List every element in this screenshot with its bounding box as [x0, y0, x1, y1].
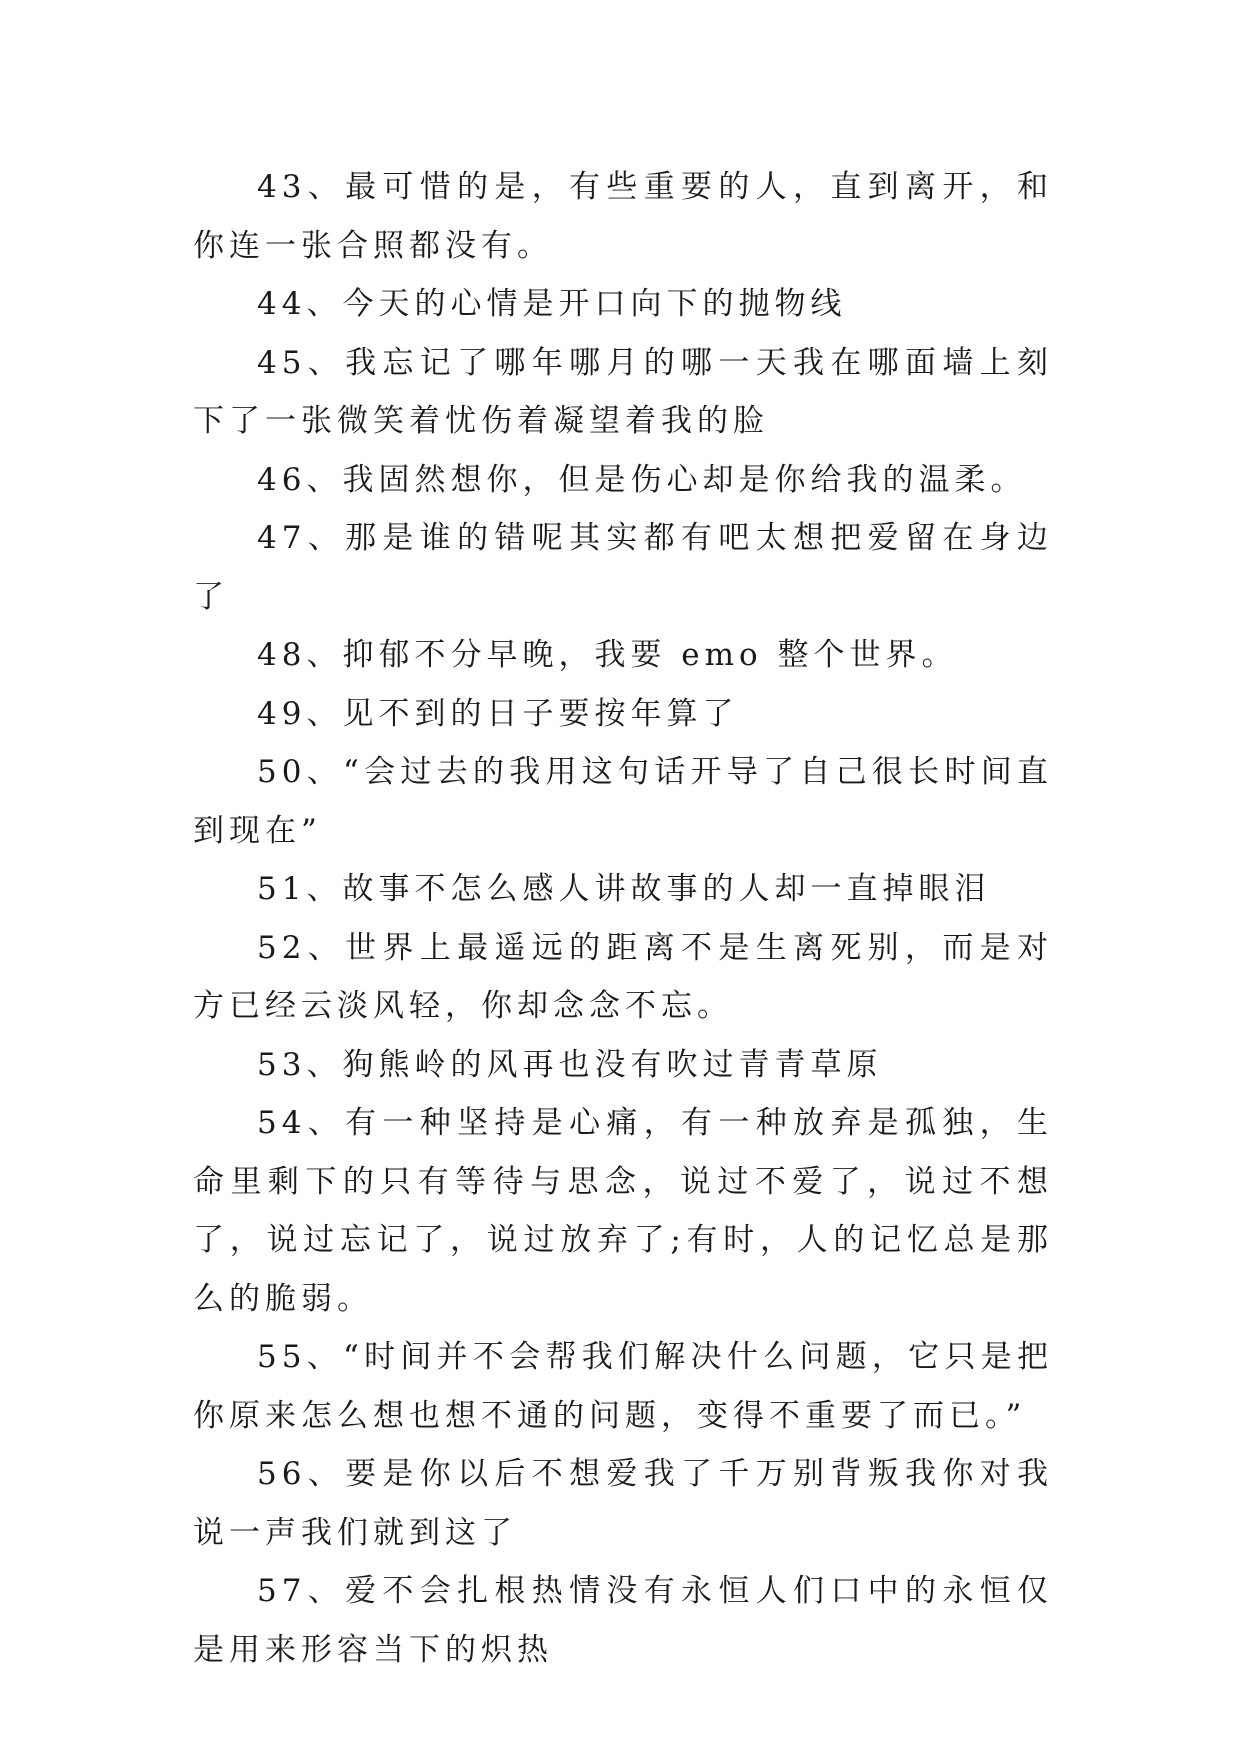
paragraph-48: 48、抑郁不分早晚，我要 emo 整个世界。 [257, 637, 958, 673]
paragraph-57: 57、爱不会扎根热情没有永恒人们口中的永恒仅是用来形容当下的炽热 [193, 1573, 1053, 1668]
paragraph-49: 49、见不到的日子要按年算了 [257, 695, 739, 732]
paragraph-44: 44、今天的心情是开口向下的抛物线 [257, 286, 847, 322]
paragraph-45: 45、我忘记了哪年哪月的哪一天我在哪面墙上刻下了一张微笑着忧伤着凝望着我的脸 [193, 344, 1053, 439]
paragraph-46: 46、我固然想你，但是伤心却是你给我的温柔。 [257, 461, 1027, 498]
paragraph-55: 55、“时间并不会帮我们解决什么问题，它只是把你原来怎么想也想不通的问题，变得不重要了而已。” [193, 1339, 1053, 1434]
paragraph-43: 43、最可惜的是，有些重要的人，直到离开，和你连一张合照都没有。 [193, 169, 1053, 264]
paragraph-54: 54、有一种坚持是心痛，有一种放弃是孤独，生命里剩下的只有等待与思念，说过不爱了，说过不想了，说过忘记了，说过放弃了;有时，人的记忆总是那么的脆弱。 [193, 1105, 1053, 1317]
paragraph-56: 56、要是你以后不想爱我了千万别背叛我你对我说一声我们就到这了 [193, 1456, 1053, 1551]
paragraph-52: 52、世界上最遥远的距离不是生离死别，而是对方已经云淡风轻，你却念念不忘。 [193, 929, 1053, 1024]
paragraph-47: 47、那是谁的错呢其实都有吧太想把爱留在身边了 [193, 520, 1053, 615]
document-body [193, 158, 1053, 1679]
paragraph-51: 51、故事不怎么感人讲故事的人却一直掉眼泪 [257, 871, 991, 907]
paragraph-50: 50、“会过去的我用这句话开导了自己很长时间直到现在” [193, 754, 1053, 849]
paragraph-53: 53、狗熊岭的风再也没有吹过青青草原 [257, 1046, 883, 1083]
